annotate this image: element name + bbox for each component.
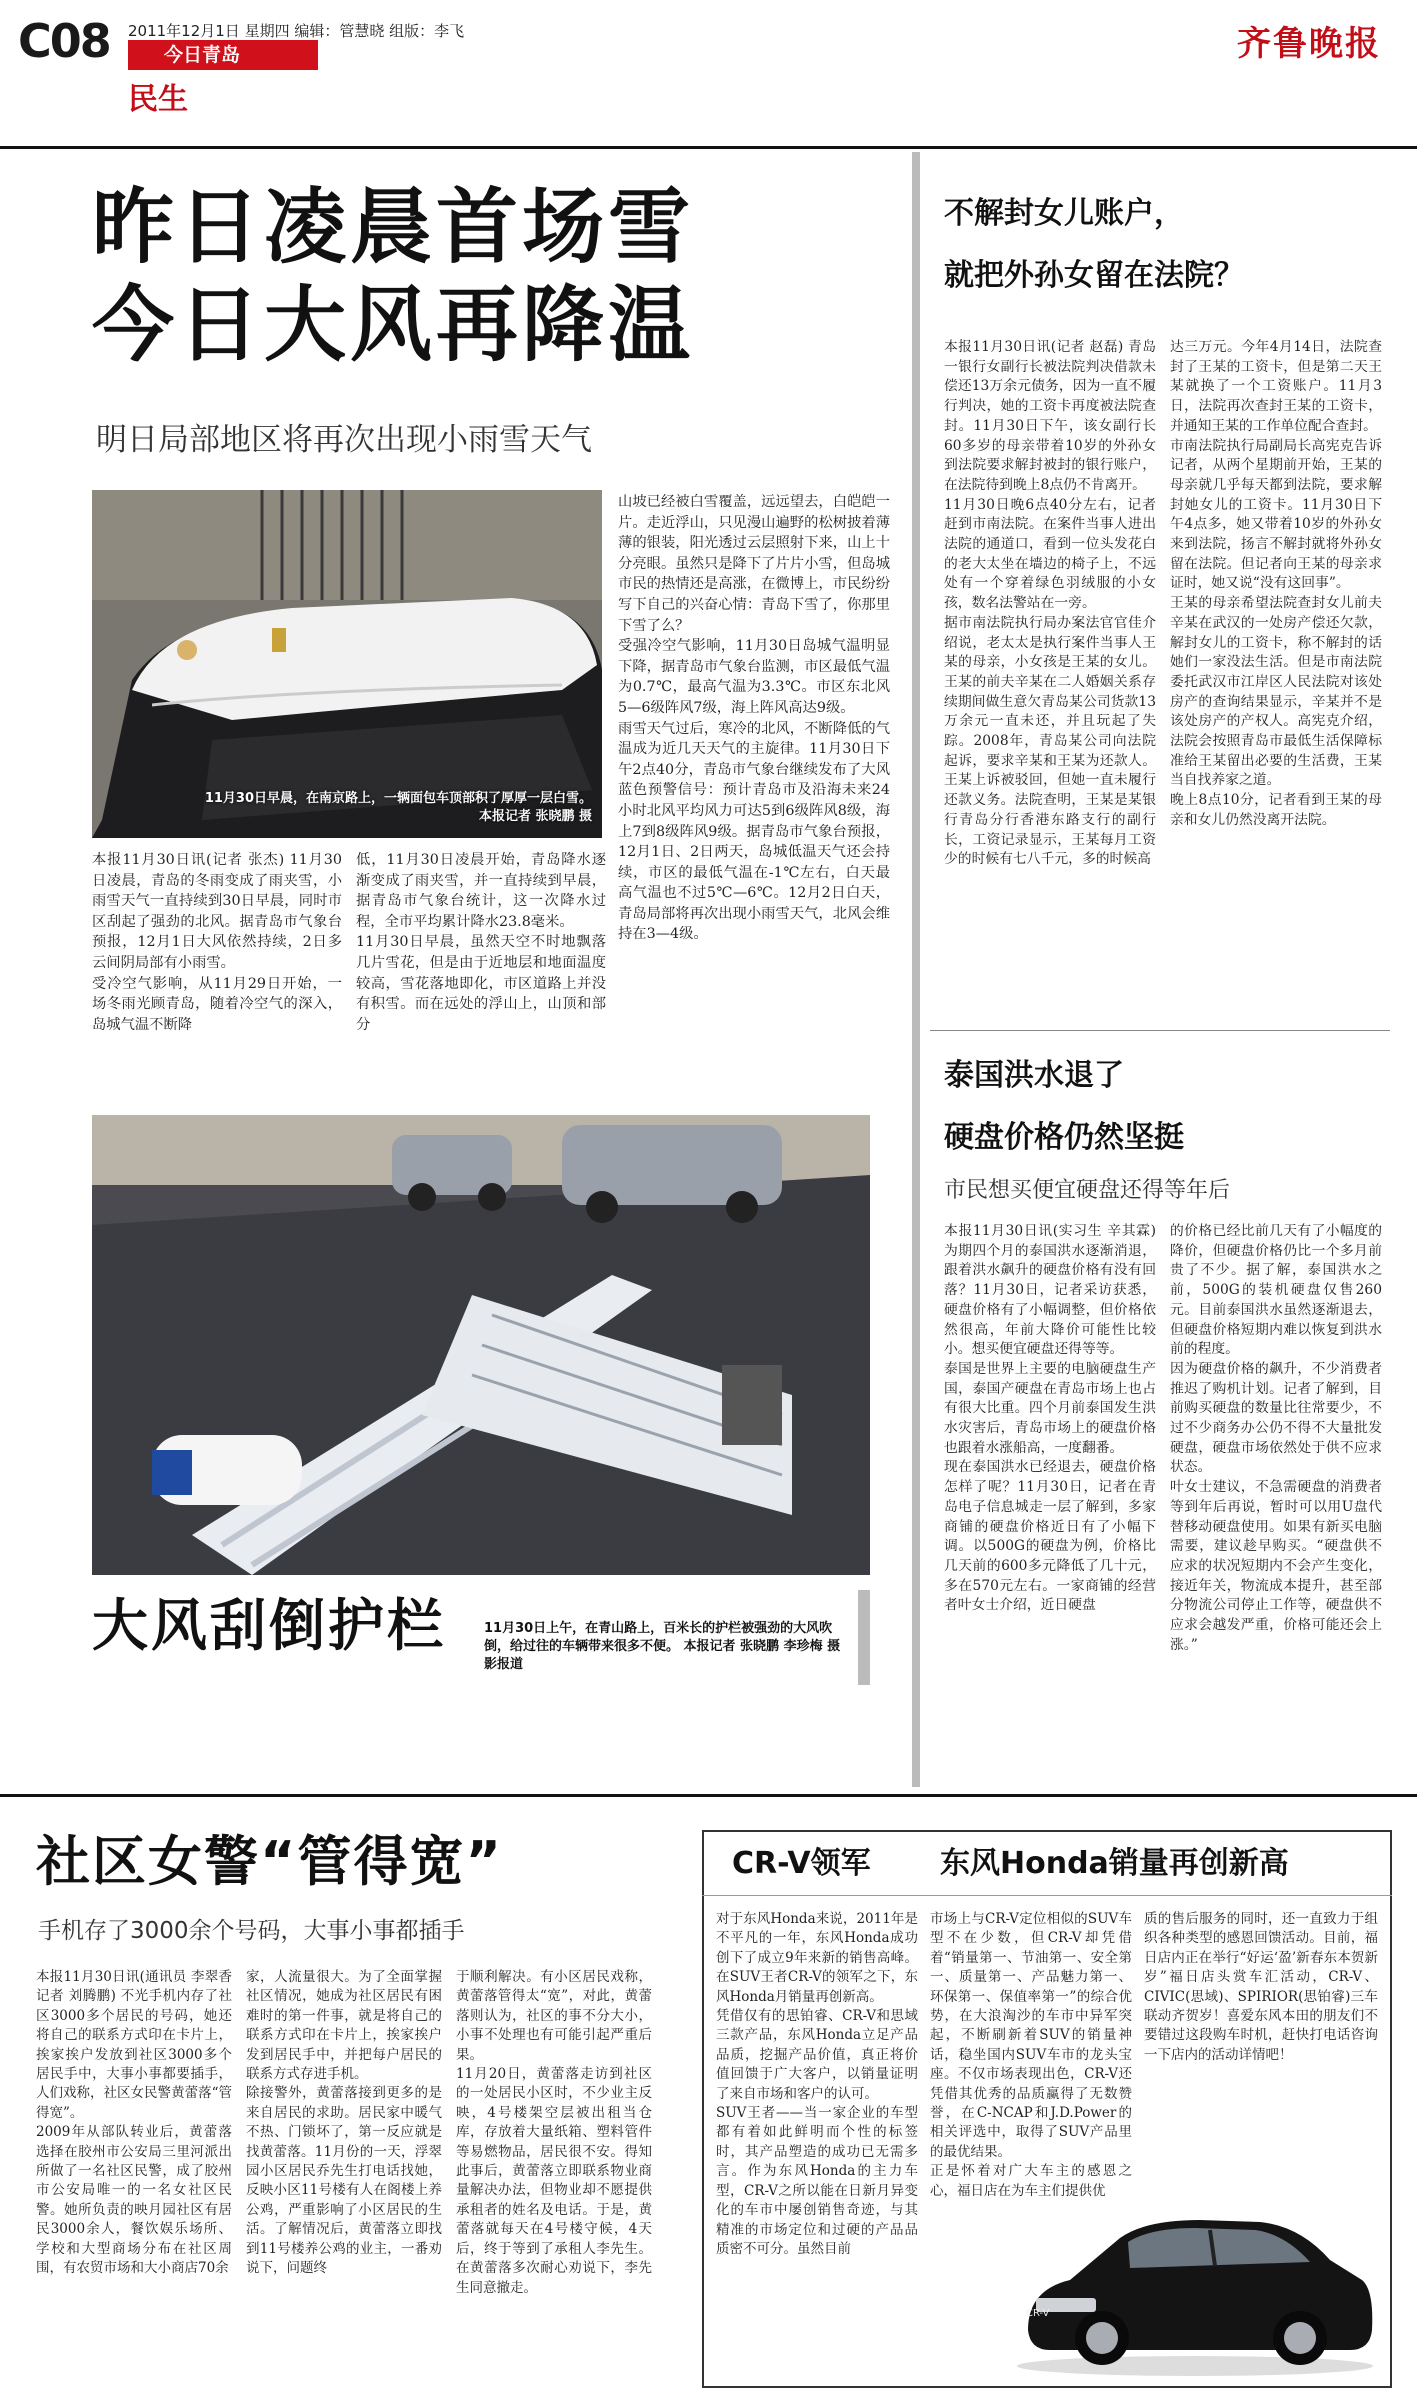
page-number (18, 14, 110, 68)
story3-subtitle: 市民想买便宜硬盘还得等年后 (944, 1178, 1231, 1203)
story2-title-line1: 不解封女儿账户， (944, 196, 1184, 231)
story4-column-3: 于顺利解决。有小区居民戏称，黄蕾落管得太“宽”，对此，黄蕾落则认为，社区的事不分大小，小事不处理也有可能引起严重后果。 11月20日，黄蕾落走访到社区的一处居民小区时，不少业主反映，4号楼架空层被出租当仓库，存放着大量纸箱、塑料管件等易燃物品，居民很不安。得知此事后，黄蕾落立即联系物业商量解决办法，但物业却不愿提供承租者的姓名及电话。于是，黄蕾落就每天在4号楼守候，4天后，终于等到了承租人李先生。在黄蕾落多次耐心劝说下，李先生同意撤走。 (456, 1969, 652, 2296)
story4-title: 社区女警“管得宽” (36, 1830, 503, 1893)
bottom-rule (0, 1794, 1417, 1797)
ad-column-2: 市场上与CR-V定位相似的SUV车型不在少数，但CR-V却凭借着“销量第一、节油第一、安全第一、质量第一、产品魅力第一、环保第一、保值率第一”的综合优势，在大浪淘沙的车市中异军突起，不断刷新着SUV的销量神话，稳坐国内SUV车市的龙头宝座。不仅市场表现出色，CR-V还凭借其优秀的品质赢得了无数赞誉，在C-NCAP和J.D.Power的相关评选中，取得了SUV产品里的最优结果。 正是怀着对广大车主的感恩之心，福日店在为车主们提供优 (930, 1911, 1132, 2199)
story-divider (930, 1030, 1390, 1031)
story4-column-2: 家，人流量很大。为了全面掌握社区情况，她成为社区居民有困难时的第一件事，就是将自己的联系方式印在卡片上，挨家挨户发到居民手中，并把每户居民的联系方式存进手机。 除接警外，黄蕾落接到更多的是来自居民的求助。居民家中暖气不热、门锁坏了，第一反应就是找黄蕾落。11月份的一天，浮翠园小区居民乔先生打电话找她，反映小区11号楼有人在阁楼上养公鸡，严重影响了小区居民的生活。了解情况后，黄蕾落立即找到11号楼养公鸡的业主，一番劝说下，问题终 (246, 1969, 442, 2277)
ad-title-right: 东风Honda销量再创新高 (940, 1846, 1289, 1881)
channel-bar: 今日青岛 (128, 40, 318, 70)
lead-column-1: 本报11月30日讯(记者 张杰) 11月30日凌晨，青岛的冬雨变成了雨夹雪，小雨雪天气一直持续到30日早晨，同时市区刮起了强劲的北风。据青岛市气象台预报，12月1日大风依然持续，2日多云间阴局部有小雨雪。 受冷空气影响，从11月29日开始，一场冬雨光顾青岛，随着冷空气的深入，岛城气温不断降 (92, 852, 342, 1033)
ad-column-1: 对于东风Honda来说，2011年是不平凡的一年，东风Honda成功创下了成立9年来新的销售高峰。在SUV王者CR-V的领军之下，东风Honda月销量再创新高。 凭借仅有的思铂睿、CR-V和思域三款产品，东风Honda立足产品品质，挖掘产品价值，真正将价值回馈于广大客户，以销量证明了来自市场和客户的认可。 SUV王者——当一家企业的车型都有着如此鲜明而个性的标签时，其产品塑造的成功已无需多言。作为东风Honda的主力车型，CR-V之所以能在日新月异变化的车市中屡创销售奇迹，与其精准的市场定位和过硬的产品品质密不可分。虽然目前 (716, 1911, 918, 2257)
story3-column-1: 本报11月30日讯(实习生 辛其霖) 为期四个月的泰国洪水逐渐消退，跟着洪水飙升的硬盘价格有没有回落？11月30日，记者采访获悉，硬盘价格有了小幅调整，但价格依然很高，年前大降价可能性比较小。想买便宜硬盘还得等等。 泰国是世界上主要的电脑硬盘生产国，泰国产硬盘在青岛市场上也占有很大比重。四个月前泰国发生洪水灾害后，青岛市场上的硬盘价格也跟着水涨船高，一度翻番。 现在泰国洪水已经退去，硬盘价格怎样了呢？11月30日，记者在青岛电子信息城走一层了解到，多家商铺的硬盘价格近日有了小幅下调。以500G的硬盘为例，价格比几天前的600多元降低了几十元，多在570元左右。一家商铺的经营者叶女士介绍，近日硬盘 (944, 1223, 1156, 1614)
ad-title-left: CR-V领军 (732, 1846, 871, 1881)
crv-car-image (1010, 2190, 1380, 2380)
barrier-illustration (92, 1115, 870, 1575)
barrier-title: 大风刮倒护栏 (92, 1594, 446, 1659)
newspaper-logo: 齐鲁晚报 (1237, 24, 1381, 64)
car-illustration (1010, 2190, 1380, 2380)
story4-subtitle: 手机存了3000余个号码，大事小事都插手 (38, 1918, 465, 1944)
story2-column-2: 达三万元。今年4月14日，法院查封了王某的工资卡，但是第二天王某就换了一个工资账户。11月3日，法院再次查封王某的工资卡，并通知王某的工作单位配合查封。 市南法院执行局副局长高宪克告诉记者，从两个星期前开始，王某的母亲就几乎每天都到法院，要求解封她女儿的工资卡。11月30日下午4点多，她又带着10岁的外孙女来到法院，扬言不解封就将外孙女留在法院。但记者向王某的母亲求证时，她又说“没有这回事”。 王某的母亲希望法院查封女儿前夫辛某在武汉的一处房产偿还欠款，解封女儿的工资卡，称不解封的话她们一家没法生活。但是市南法院委托武汉市江岸区人民法院对该处房产的查询结果显示，辛某并不是该处房产的产权人。高宪克介绍，法院会按照青岛市最低生活保障标准给王某留出必要的生活费，王某当自找养家之道。 晚上8点10分，记者看到王某的母亲和女儿仍然没离开法院。 (1170, 339, 1382, 828)
snow-car-illustration (92, 490, 602, 838)
lead-shadow (858, 1590, 870, 1685)
story3-title-line2: 硬盘价格仍然坚挺 (944, 1120, 1184, 1155)
lead-subtitle: 明日局部地区将再次出现小雨雪天气 (96, 422, 592, 458)
masthead (0, 0, 1417, 150)
barrier-caption: 11月30日上午，在青山路上，百米长的护栏被强劲的大风吹倒，给过往的车辆带来很多不便。 本报记者 张晓鹏 李珍梅 摄影报道 (484, 1621, 841, 1672)
page-number-text: C08 (18, 14, 110, 68)
story2-title-line2: 就把外孙女留在法院？ (944, 258, 1244, 293)
date-line: 2011年12月1日 星期四 编辑：管慧晓 组版：李飞 (128, 22, 465, 40)
lead-column-2: 低，11月30日凌晨开始，青岛降水逐渐变成了雨夹雪，并一直持续到早晨，据青岛市气象台统计，这一次降水过程，全市平均累计降水23.8毫米。 11月30日早晨，虽然天空不时地飘落几片雪花，但是由于近地层和地面温度较高，雪花落地即化，市区道路上并没有积雪。而在远处的浮山上，山顶和部分 (356, 852, 606, 1033)
snow-car-caption: 11月30日早晨，在南京路上，一辆面包车顶部积了厚厚一层白雪。 本报记者 张晓鹏 摄 (204, 791, 592, 824)
barrier-photo (92, 1115, 870, 1575)
lead-column-3: 山坡已经被白雪覆盖，远远望去，白皑皑一片。走近浮山，只见漫山遍野的松树披着薄薄的银装，阳光透过云层照射下来，山上十分亮眼。虽然只是降下了片片小雪，但岛城市民的热情还是高涨，在微博上，市民纷纷写下自己的兴奋心情：青岛下雪了，你那里下雪了么？ 受强冷空气影响，11月30日岛城气温明显下降，据青岛市气象台监测，市区最低气温为0.7℃，最高气温为3.3℃。市区东北风5—6级阵风7级，海上阵风高达9级。 雨雪天气过后，寒冷的北风，不断降低的气温成为近几天天气的主旋律。11月30日下午2点40分，青岛市气象台继续发布了大风蓝色预警信号：预计青岛市及沿海未来24小时北风平均风力可达5到6级阵风8级，海上7到8级阵风9级。据青岛市气象台预报，12月1日、2日两天，岛城低温天气还会持续，市区的最低气温在-1℃左右，白天最高气温也不过5℃—6℃。12月2日白天，青岛局部将再次出现小雨雪天气，北风会维持在3—4级。 (618, 494, 890, 943)
section-label: 民生 (128, 82, 188, 117)
story3-column-2: 的价格已经比前几天有了小幅度的降价，但硬盘价格仍比一个多月前贵了不少。据了解，泰国洪水之前，500G的装机硬盘仅售260元。目前泰国洪水虽然逐渐退去，但硬盘价格短期内难以恢复到洪水前的程度。 因为硬盘价格的飙升，不少消费者推迟了购机计划。记者了解到，目前购买硬盘的数量比往常要少，不过不少商务办公仍不得不大量批发硬盘，硬盘市场依然处于供不应求状态。 叶女士建议，不急需硬盘的消费者等到年后再说，暂时可以用U盘代替移动硬盘使用。如果有新买电脑需要，建议趁早购买。“硬盘供不应求的状况短期内不会产生变化，接近年关，物流成本提升，甚至部分物流公司停止工作等，硬盘供不应求会越发严重，价格可能还会上涨。” (1170, 1223, 1382, 1653)
lead-title-line2: 今日大风再降温 (92, 278, 695, 373)
car-badge: CR-V (1026, 2308, 1050, 2319)
ad-column-3: 质的售后服务的同时，还一直致力于组织各种类型的感恩回馈活动。目前，福日店内正在举行“好运‘盈’新春东本贺新岁”福日店头赏车汇活动，CR-V、CIVIC(思域)、SPIRIOR(思铂睿)三车联动齐贺岁！喜爱东风本田的朋友们不要错过这段购车时机，赶快打电话咨询一下店内的活动详情吧！ (1144, 1911, 1378, 2063)
story4-column-1: 本报11月30日讯(通讯员 李翠香 记者 刘腾鹏) 不光手机内存了社区3000多个居民的号码，她还将自己的联系方式印在卡片上，挨家挨户发放到社区3000多个居民手中，大事小事都要插手，人们戏称，社区女民警黄蕾落“管得宽”。 2009年从部队转业后，黄蕾落选择在胶州市公安局三里河派出所做了一名社区民警，成了胶州市公安局唯一的一名女社区民警。她所负责的映月园社区有居民3000余人，餐饮娱乐场所、学校和大型商场分布在社区周围，有农贸市场和大小商店70余 (36, 1969, 232, 2277)
story3-title-line1: 泰国洪水退了 (944, 1058, 1124, 1093)
top-rule (0, 146, 1417, 149)
lead-title-line1: 昨日凌晨首场雪 (92, 180, 695, 275)
column-shadow (912, 152, 920, 1787)
snow-car-photo (92, 490, 602, 838)
story2-column-1: 本报11月30日讯(记者 赵磊) 青岛一银行女副行长被法院判决借款未偿还13万余元债务，因为一直不履行判决，她的工资卡再度被法院查封。11月30日下午，该女副行长60多岁的母亲带着10岁的外孙女到法院要求解封被封的银行账户，在法院待到晚上8点仍不肯离开。 11月30日晚6点40分左右，记者赶到市南法院。在案件当事人进出法院的通道口，看到一位头发花白的老大太坐在墙边的椅子上，不远处有一个穿着绿色羽绒服的小女孩，数名法警站在一旁。 据市南法院执行局办案法官官佳介绍说，老太太是执行案件当事人王某的母亲，小女孩是王某的女儿。王某的前夫辛某在二人婚姻关系存续期间做生意欠青岛某公司货款13万余元一直未还，并且玩起了失踪。2008年，青岛某公司向法院起诉，要求辛某和王某为还款人。王某上诉被驳回，但她一直未履行还款义务。法院查明，王某是某银行青岛分行香港东路支行的副行长，工资记录显示，王某每月工资少的时候有七八千元，多的时候高 (944, 339, 1156, 868)
